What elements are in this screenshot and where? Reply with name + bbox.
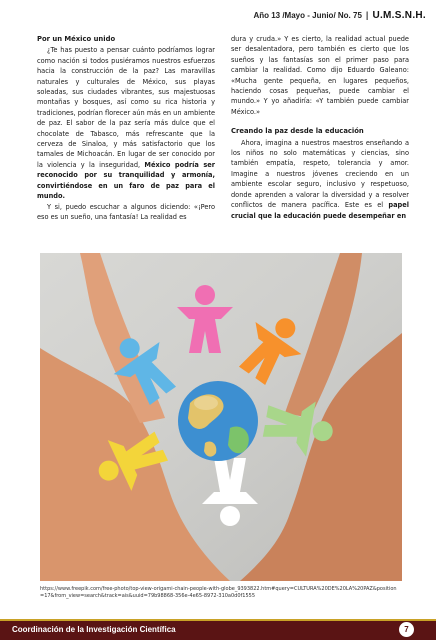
section-heading-education: Creando la paz desde la educación bbox=[231, 127, 364, 136]
paragraph-reality: dura y cruda.» Y es cierto, la realidad actual puede ser desalentadora, pero también es cierto que los sueños y las fantasías son el primer paso para cambiar la realidad. Como dijo Eduardo Galeano: «Mucha gente pequeña, en lugares pequeños, haciendo cosas pequeñas, puede cambiar el mundo.» Y yo añadiría: «Y también puede cambiar México.» bbox=[231, 35, 409, 116]
paragraph-dream: Y si, puedo escuchar a algunos diciendo: «¡Pero eso es un sueño, una fantasía! La realidad es bbox=[37, 202, 215, 221]
paragraph-text: Ahora, imagina a nuestros maestros enseñando a los niños no solo matemáticas y ciencias, sino también empatía, respeto, tolerancia y amor. Imagine a nuestros jóvenes creciendo en un ambiente escolar seguro, inclusivo y respetuoso, donde aprenden a valorar la diversidad y a resolver conflictos de manera pacífica. Este es el bbox=[231, 138, 409, 210]
page-footer bbox=[0, 619, 436, 640]
globe bbox=[178, 381, 258, 461]
page-header bbox=[10, 6, 426, 24]
figure-white bbox=[202, 458, 258, 526]
paragraph-education bbox=[231, 138, 409, 221]
university-name: U.M.S.N.H. bbox=[372, 9, 426, 21]
left-column bbox=[37, 34, 215, 222]
paragraph-unity bbox=[37, 45, 215, 201]
highlighted-text: papel crucial que la educación puede desempeñar en bbox=[231, 201, 409, 220]
highlighted-text: México podría ser reconocido por su tranquilidad y armonía, convirtiéndose en un faro de paz para el mundo. bbox=[37, 160, 215, 201]
footer-label: Coordinación de la Investigación Científica bbox=[12, 625, 176, 634]
right-column bbox=[231, 34, 409, 222]
section-heading-unity: Por un México unido bbox=[37, 35, 116, 43]
article-body bbox=[37, 34, 409, 222]
article-photo bbox=[40, 253, 402, 581]
issue-info: Año 13 /Mayo - Junio/ No. 75 bbox=[253, 10, 362, 20]
header-separator: | bbox=[365, 10, 369, 20]
photo-credit: https://www.freepik.com/free-photo/top-view-origami-chain-people-with-globe_9393822.htm#query=CULTURA%20DE%20LA%20PAZ&position=17&from_view=search&track=ais&uuid=79b98868-356e-4e65-8972-310a0d0f1555 bbox=[40, 586, 397, 599]
paragraph-text: ¿Te has puesto a pensar cuánto podríamos lograr como nación si todos pusiéramos nuestros esfuerzos hacia la construcción de la paz? Las maravillas naturales y culturales de México, sus playas soleadas, sus ciudades vibrantes, sus majestuosas montañas y bosques, así como su rica historia y tradiciones, podrían florecer aún más en un ambiente de paz. El sabor de la paz sería más dulce que el chocolate de Tabasco, más refrescante que la cerveza de Sinaloa, y más satisfactorio que los tamales de Michoacán. En lugar de ser conocido por la violencia y la inseguridad, bbox=[37, 46, 215, 169]
page-number: 7 bbox=[399, 622, 414, 637]
footer-rule bbox=[0, 619, 436, 621]
figure-pink bbox=[177, 285, 233, 353]
origami-people-globe-illustration bbox=[40, 253, 402, 581]
